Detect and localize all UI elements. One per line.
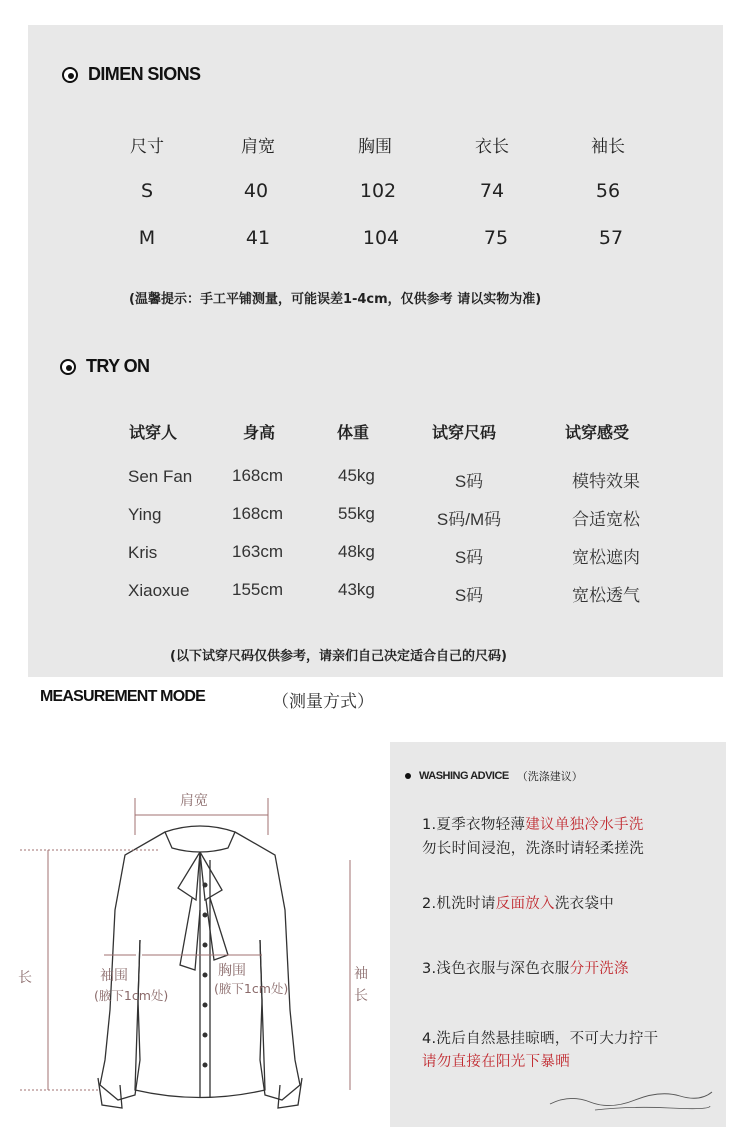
table-cell: 168cm xyxy=(232,466,284,485)
table-cell: 102 xyxy=(359,180,397,202)
wash-item-1-detail: 勿长时间浸泡，洗涤时请轻柔搓洗 xyxy=(422,841,644,857)
table-cell: 55kg xyxy=(338,504,375,523)
collar-shape xyxy=(165,826,235,852)
table-cell: 模特效果 xyxy=(572,472,640,491)
bow-tail-right xyxy=(206,898,228,960)
table-header: 身高 xyxy=(243,423,276,442)
table-header: 尺寸 xyxy=(130,137,164,157)
button-dot xyxy=(203,1033,208,1038)
table-cell: Xiaoxue xyxy=(128,581,190,600)
button-dot xyxy=(203,913,208,918)
bow-left xyxy=(178,852,200,900)
button-dot xyxy=(203,943,208,948)
table-header: 试穿人 xyxy=(129,423,178,442)
table-cell: Kris xyxy=(128,543,158,562)
dimensions-note: (温馨提示：手工平铺测量，可能误差1-4cm，仅供参考 请以实物为准) xyxy=(129,292,542,307)
table-cell: 48kg xyxy=(338,542,375,561)
table-header: 试穿尺码 xyxy=(432,423,497,442)
table-cell: 45kg xyxy=(338,466,375,485)
table-header: 胸围 xyxy=(358,137,392,157)
chest-note: (腋下1cm处) xyxy=(214,981,289,996)
radio-bullet-icon xyxy=(62,67,78,83)
table-cell: 104 xyxy=(362,227,400,249)
bow-right xyxy=(200,852,222,900)
wash-item-1: 1.夏季衣物轻薄建议单独冷水手洗 xyxy=(422,817,644,833)
wash-item-4-warning: 请勿直接在阳光下暴晒 xyxy=(422,1054,570,1070)
tryon-heading: TRY ON xyxy=(60,356,149,377)
table-cell: 41 xyxy=(245,227,271,249)
washing-advice-panel xyxy=(390,742,726,1127)
signature-stroke xyxy=(550,1092,712,1106)
shoulder-label: 肩宽 xyxy=(180,793,208,809)
table-cell: 75 xyxy=(483,227,509,249)
table-cell: 56 xyxy=(595,180,621,202)
table-cell: M xyxy=(138,227,156,249)
table-header: 衣长 xyxy=(475,137,509,157)
wash-item-3: 3.浅色衣服与深色衣服分开洗涤 xyxy=(422,961,629,977)
garment-measurement-diagram xyxy=(0,760,390,1140)
table-cell: Sen Fan xyxy=(128,467,193,486)
table-cell: 155cm xyxy=(232,580,284,599)
table-cell: S码/M码 xyxy=(436,510,502,529)
table-cell: S xyxy=(140,180,154,202)
bullet-dot-icon xyxy=(405,773,411,779)
button-dot xyxy=(203,883,208,888)
left-sleeve-outline xyxy=(100,832,165,1100)
tryon-note: (以下试穿尺码仅供参考，请亲们自己决定适合自己的尺码) xyxy=(170,649,507,664)
table-cell: S码 xyxy=(454,586,484,605)
chest-label: 胸围 xyxy=(218,963,246,979)
size-info-panel xyxy=(28,25,723,677)
bow-tail-left xyxy=(180,898,200,970)
button-dot xyxy=(203,973,208,978)
table-header: 肩宽 xyxy=(241,137,275,157)
signature-logo xyxy=(540,1082,720,1117)
button-dot xyxy=(203,1063,208,1068)
button-dot xyxy=(203,1003,208,1008)
measurement-subtitle: （测量方式） xyxy=(272,692,374,712)
dimensions-heading: DIMEN SIONS xyxy=(62,64,200,85)
length-label: 长 xyxy=(18,970,32,986)
signature-underline xyxy=(595,1106,710,1110)
table-cell: 合适宽松 xyxy=(572,510,640,529)
washing-heading: WASHING ADVICE （洗涤建议） xyxy=(405,768,583,784)
table-cell: Ying xyxy=(128,505,162,524)
table-cell: 57 xyxy=(598,227,624,249)
table-cell: 40 xyxy=(243,180,269,202)
table-cell: 宽松透气 xyxy=(572,586,640,605)
table-cell: 74 xyxy=(479,180,505,202)
sleeve-circ-note: (腋下1cm处) xyxy=(94,988,169,1003)
table-cell: 43kg xyxy=(338,580,375,599)
table-cell: S码 xyxy=(454,548,484,567)
table-cell: 168cm xyxy=(232,504,284,523)
sleeve-circ-label: 袖围 xyxy=(100,968,128,984)
table-cell: 163cm xyxy=(232,542,284,561)
table-header: 试穿感受 xyxy=(565,423,630,442)
table-header: 体重 xyxy=(337,423,370,442)
sleeve-length-label-bottom: 长 xyxy=(354,988,368,1004)
measurement-title: MEASUREMENT MODE xyxy=(40,688,205,705)
wash-item-2: 2.机洗时请反面放入洗衣袋中 xyxy=(422,896,615,912)
wash-item-4: 4.洗后自然悬挂晾晒，不可大力拧干 xyxy=(422,1031,659,1047)
radio-bullet-icon xyxy=(60,359,76,375)
table-cell: 宽松遮肉 xyxy=(572,548,640,567)
table-header: 袖长 xyxy=(591,137,625,157)
sleeve-length-label-top: 袖 xyxy=(354,966,368,982)
table-cell: S码 xyxy=(454,472,484,491)
